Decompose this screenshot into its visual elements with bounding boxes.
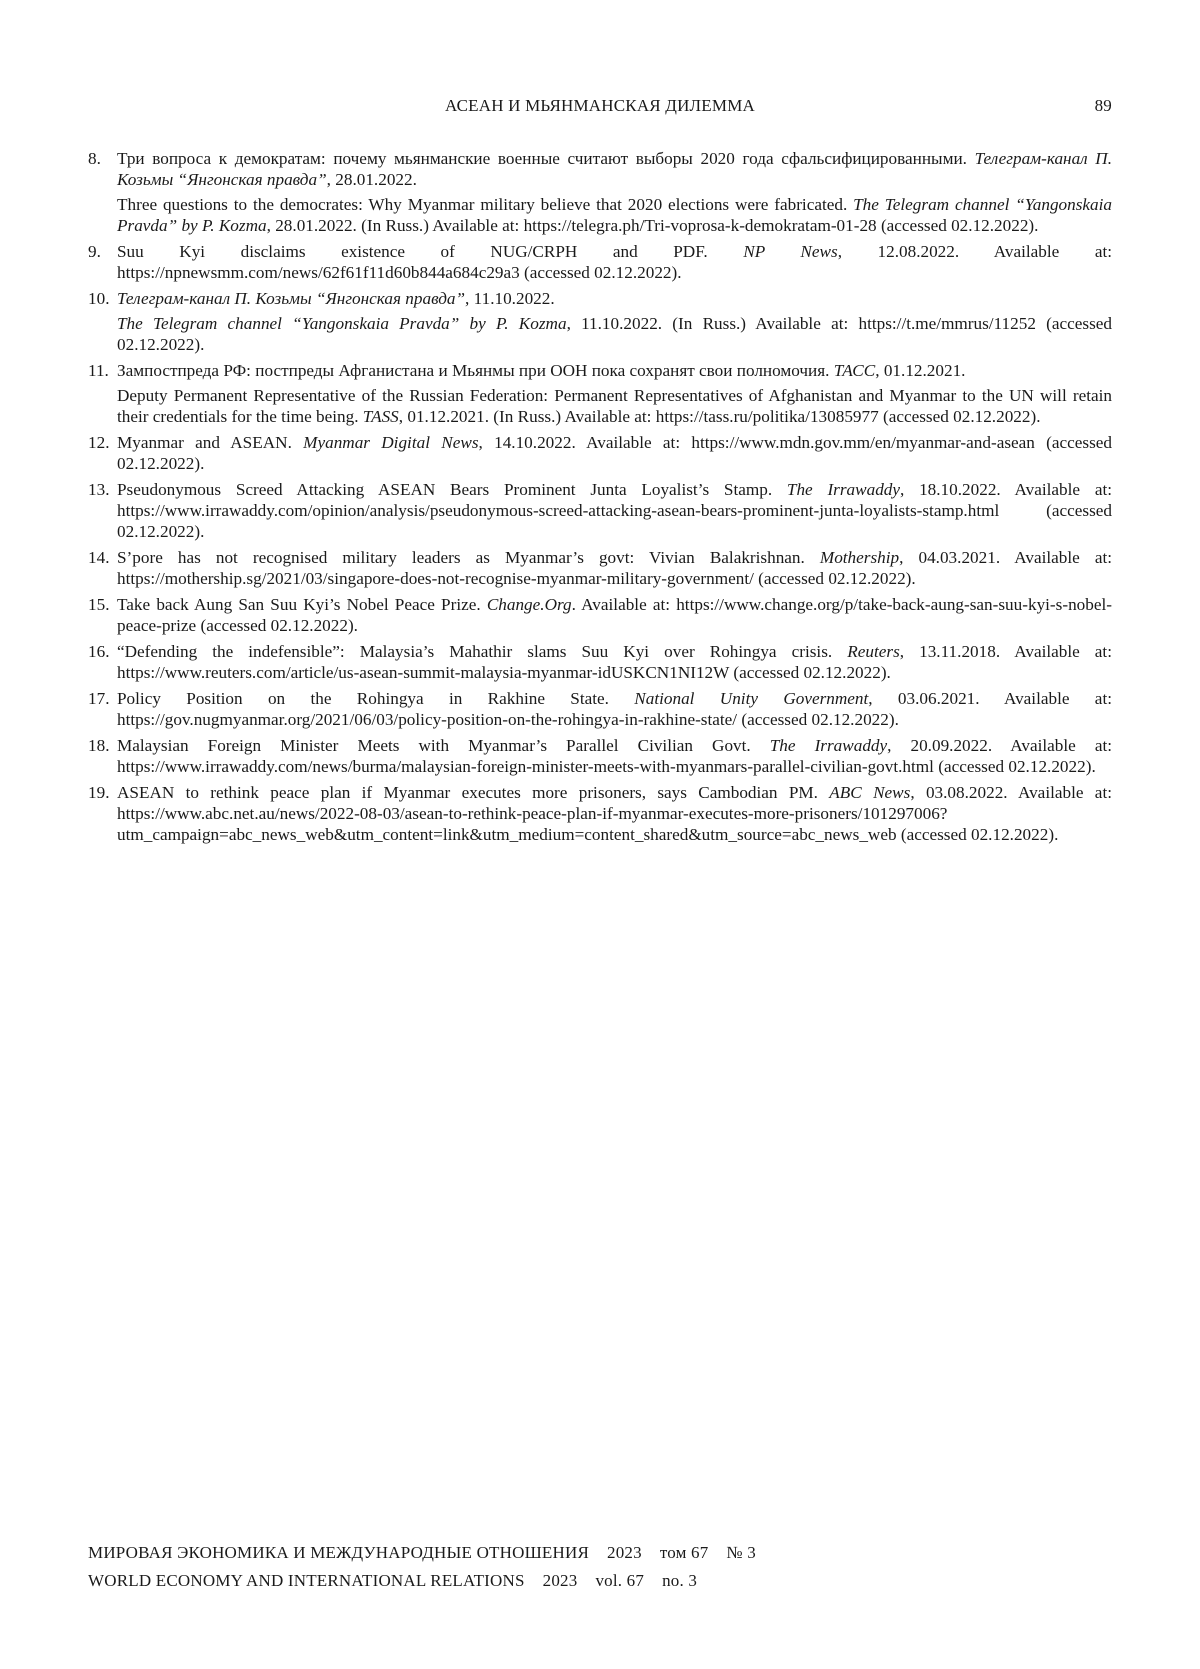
reference-segment: , 03.08.2022. Available at: https://www.abc.net.au/news/2022-08-03/asean-to-rethink-peace-plan-if-myanmar-executes-more-prisoners/101297006?utm_campaign=abc_news_web&utm_content=link&utm_medium=content_shared&utm_source=abc_news_web (accessed 02.12.2022).	[117, 783, 1112, 844]
reference-segment: S’pore has not recognised military leaders as Myanmar’s govt: Vivian Balakrishnan.	[117, 548, 820, 567]
reference-segment: ASEAN to rethink peace plan if Myanmar executes more prisoners, says Cambodian PM.	[117, 783, 830, 802]
reference-item	[88, 547, 1112, 589]
reference-text	[117, 782, 1112, 845]
source-title: The Telegram channel “Yangonskaia Pravda” by P. Kozma	[117, 314, 567, 333]
reference-number: 10.	[88, 289, 110, 308]
reference-item	[88, 432, 1112, 474]
reference-item	[88, 479, 1112, 542]
reference-item	[88, 641, 1112, 683]
reference-number: 16.	[88, 642, 110, 661]
reference-segment: , 01.12.2021.	[875, 361, 966, 380]
reference-number: 19.	[88, 783, 110, 802]
reference-segment: , 28.01.2022. (In Russ.) Available at: https://telegra.ph/Tri-voprosa-k-demokratam-01-28 (accessed 02.12.2022).	[266, 216, 1039, 235]
footer-line-en	[88, 1567, 1112, 1595]
footer-year-ru: 2023	[607, 1543, 642, 1562]
running-title: АСЕАН И МЬЯНМАНСКАЯ ДИЛЕММА	[445, 96, 755, 115]
reference-text	[117, 288, 1112, 309]
source-title: Телеграм-канал П. Козьмы “Янгонская правда”	[117, 289, 466, 308]
reference-translation	[117, 385, 1112, 427]
source-title: NP News	[743, 242, 838, 261]
reference-number: 9.	[88, 242, 101, 261]
reference-segment: , 12.08.2022. Available at: https://npnewsmm.com/news/62f61f11d60b844a684c29a3 (accessed 02.12.2022).	[117, 242, 1113, 282]
footer-line-ru	[88, 1539, 1112, 1567]
source-title: The Irrawaddy	[769, 736, 888, 755]
reference-segment: , 11.10.2022. (In Russ.) Available at: https://t.me/mmrus/11252 (accessed 02.12.2022).	[117, 314, 1112, 354]
reference-segment: Deputy Permanent Representative of the Russian Federation: Permanent Representatives of Afghanistan and Myanmar to the UN will retain their credentials for the time being.	[117, 386, 1112, 426]
reference-text	[117, 688, 1112, 730]
footer-issue-ru: № 3	[726, 1543, 756, 1562]
footer-year-en: 2023	[542, 1571, 578, 1590]
reference-segment: Зампостпреда РФ: постпреды Афганистана и Мьянмы при ООН пока сохранят свои полномочия.	[117, 361, 834, 380]
reference-item	[88, 594, 1112, 636]
reference-number: 8.	[88, 149, 101, 168]
reference-item	[88, 148, 1112, 236]
footer-issue-en: no. 3	[662, 1571, 698, 1590]
reference-segment: “Defending the indefensible”: Malaysia’s Mahathir slams Suu Kyi over Rohingya crisis.	[117, 642, 848, 661]
reference-segment: Take back Aung San Suu Kyi’s Nobel Peace Prize.	[117, 595, 487, 614]
source-title: Телеграм-канал П. Козьмы “Янгонская правда”	[117, 149, 1113, 189]
reference-segment: Suu Kyi disclaims existence of NUG/CRPH and PDF.	[117, 242, 744, 261]
reference-segment: , 11.10.2022.	[465, 289, 555, 308]
reference-segment: Policy Position on the Rohingya in Rakhine State.	[117, 689, 635, 708]
reference-segment: Три вопроса к демократам: почему мьянманские военные считают выборы 2020 года сфальсифицированными.	[117, 149, 975, 168]
source-title: The Irrawaddy	[786, 480, 901, 499]
reference-segment: , 04.03.2021. Available at: https://mothership.sg/2021/03/singapore-does-not-recognise-myanmar-military-government/ (accessed 02.12.2022).	[117, 548, 1113, 588]
reference-segment: , 01.12.2021. (In Russ.) Available at: https://tass.ru/politika/13085977 (accessed 02.12.2022).	[398, 407, 1041, 426]
page-number: 89	[1094, 96, 1112, 115]
reference-item	[88, 688, 1112, 730]
reference-text	[117, 432, 1112, 474]
reference-item	[88, 360, 1112, 427]
source-title: ТАСС	[833, 361, 876, 380]
reference-segment: , 28.01.2022.	[326, 170, 417, 189]
footer-volume-ru: том 67	[659, 1543, 709, 1562]
reference-number: 15.	[88, 595, 110, 614]
reference-segment: , 13.11.2018. Available at: https://www.reuters.com/article/us-asean-summit-malaysia-myanmar-idUSKCN1NI12W (accessed 02.12.2022).	[117, 642, 1112, 682]
reference-number: 13.	[88, 480, 110, 499]
reference-list	[88, 148, 1112, 850]
reference-segment: , 20.09.2022. Available at: https://www.irrawaddy.com/news/burma/malaysian-foreign-minister-meets-with-myanmars-parallel-civilian-govt.html (accessed 02.12.2022).	[117, 736, 1112, 776]
source-title: TASS	[362, 407, 399, 426]
reference-segment: , 14.10.2022. Available at: https://www.mdn.gov.mm/en/myanmar-and-asean (accessed 02.12.2022).	[117, 433, 1112, 473]
journal-footer	[88, 1539, 1112, 1595]
reference-segment: , 18.10.2022. Available at: https://www.irrawaddy.com/opinion/analysis/pseudonymous-screed-attacking-asean-bears-prominent-junta-loyalists-stamp.html (accessed 02.12.2022).	[117, 480, 1112, 541]
reference-item	[88, 735, 1112, 777]
reference-segment: . Available at: https://www.change.org/p/take-back-aung-san-suu-kyi-s-nobel-peace-prize (accessed 02.12.2022).	[117, 595, 1112, 635]
footer-journal-ru: МИРОВАЯ ЭКОНОМИКА И МЕЖДУНАРОДНЫЕ ОТНОШЕНИЯ	[88, 1543, 590, 1562]
reference-text	[117, 479, 1112, 542]
reference-number: 12.	[88, 433, 110, 452]
reference-text	[117, 594, 1112, 636]
source-title: The Telegram channel “Yangonskaia Pravda” by P. Kozma	[117, 195, 1112, 235]
running-header	[88, 96, 1112, 120]
reference-number: 11.	[88, 361, 109, 380]
source-title: Change.Org	[486, 595, 572, 614]
reference-number: 18.	[88, 736, 110, 755]
reference-text	[117, 641, 1112, 683]
footer-journal-en: WORLD ECONOMY AND INTERNATIONAL RELATIONS	[88, 1571, 525, 1590]
reference-text	[117, 360, 1112, 381]
reference-number: 14.	[88, 548, 110, 567]
source-title: Mothership	[819, 548, 900, 567]
reference-segment: , 03.06.2021. Available at: https://gov.nugmyanmar.org/2021/06/03/policy-position-on-the-rohingya-in-rakhine-state/ (accessed 02.12.2022).	[117, 689, 1112, 729]
reference-item	[88, 241, 1112, 283]
reference-text	[117, 735, 1112, 777]
reference-number: 17.	[88, 689, 110, 708]
reference-text	[117, 241, 1112, 283]
reference-text	[117, 547, 1112, 589]
reference-item	[88, 782, 1112, 845]
reference-text	[117, 148, 1112, 190]
source-title: National Unity Government	[634, 689, 869, 708]
source-title: Reuters	[847, 642, 900, 661]
source-title: ABC News	[829, 783, 911, 802]
reference-segment: Myanmar and ASEAN.	[117, 433, 304, 452]
source-title: Myanmar Digital News	[303, 433, 479, 452]
reference-translation	[117, 194, 1112, 236]
reference-translation	[117, 313, 1112, 355]
reference-segment: Malaysian Foreign Minister Meets with Myanmar’s Parallel Civilian Govt.	[117, 736, 770, 755]
reference-segment: Pseudonymous Screed Attacking ASEAN Bears Prominent Junta Loyalist’s Stamp.	[117, 480, 787, 499]
reference-item	[88, 288, 1112, 355]
footer-volume-en: vol. 67	[595, 1571, 645, 1590]
reference-segment: Three questions to the democrates: Why Myanmar military believe that 2020 elections were fabricated.	[117, 195, 854, 214]
